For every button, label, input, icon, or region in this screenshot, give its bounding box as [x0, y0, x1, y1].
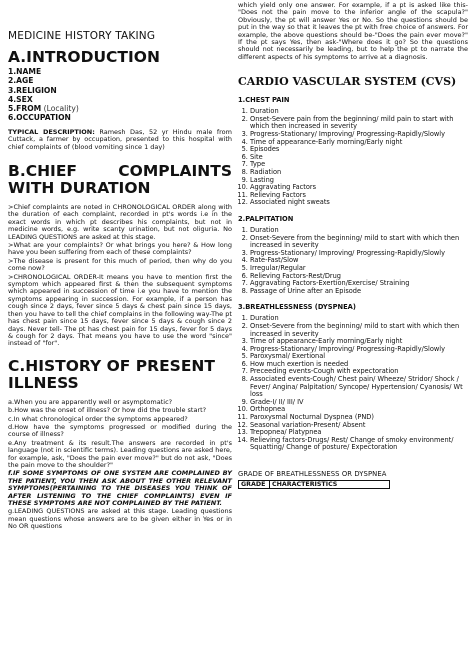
- hpi-paragraph: c.In what chronological order the symptoms appeared?: [8, 414, 188, 423]
- chest-pain-list: [238, 108, 468, 207]
- hpi-paragraph: e.Any treatment & its result.The answers are recorded in pt's language (not in scientific terms). Leading questions are asked here, for example, ask, "Does the pain ever move?" but do not ask, "Does the pain move to the shoulder?": [8, 438, 232, 469]
- list-item: 6. How much exertion is needed: [250, 361, 468, 369]
- intro-item: 5.FROM (Locality): [8, 104, 79, 114]
- list-item: 3. Time of appearance-Early morning/Early night: [250, 338, 468, 346]
- list-item: 8. Passage of Urine after an Episode: [250, 288, 468, 296]
- list-item: 7. Type: [250, 161, 468, 169]
- hpi-paragraph: a.When you are apparently well or asymptomatic?: [8, 397, 173, 406]
- cvs-heading: CARDIO VASCULAR SYSTEM (CVS): [238, 75, 457, 89]
- chief-complaints-paragraph: >Chief complaints are noted in CHRONOLOGICAL ORDER along with the duration of each complaint, recorded in pt's words i.e in the exact words in which pt describes his complaints, but not in medicine words, e.g. write scanty urination, but not oliguria. No LEADING QUESTIONS are asked at this stage.: [8, 203, 232, 241]
- list-item: 11. Paroxysmal Nocturnal Dyspnea (PND): [250, 414, 468, 422]
- list-item: 10. Orthopnea: [250, 406, 468, 414]
- dyspnea-grade-table-header: [238, 480, 390, 489]
- dyspnea-grade-table-title: GRADE OF BREATHLESSNESS OR DYSPNEA: [238, 470, 387, 478]
- intro-item: 2.AGE: [8, 76, 34, 86]
- table-header-cell: CHARACTERISTICS: [272, 481, 338, 488]
- intro-item: 6.OCCUPATION: [8, 113, 71, 123]
- chief-complaints-paragraph: >The disease is present for this much of period, then why do you come now?: [8, 256, 232, 273]
- list-item: 3. Progress-Stationary/ Improving/ Progressing-Rapidly/Slowly: [250, 250, 468, 258]
- list-item: 4. Rate-Fast/Slow: [250, 257, 468, 265]
- list-item: 14. Relieving factors-Drugs/ Rest/ Change of smoky environment/ Squatting/ Change of posture/ Expectoration: [250, 437, 468, 452]
- list-item: 8. Radiation: [250, 169, 468, 177]
- hpi-paragraph: b.How was the onset of illness? Or how did the trouble start?: [8, 406, 207, 415]
- list-item: 11. Relieving Factors: [250, 192, 468, 200]
- page-title: MEDICINE HISTORY TAKING: [8, 30, 156, 42]
- list-item: 1. Duration: [250, 108, 468, 116]
- list-item: 4. Progress-Stationary/ Improving/ Progressing-Rapidly/Slowly: [250, 346, 468, 354]
- hpi-paragraph: f.IF SOME SYMPTOMS OF ONE SYSTEM ARE COMPLAINED BY THE PATIENT, YOU THEN ASK ABOUT THE OTHER RELEVANT SYMPTOMS(PERTAINING TO THE DISEASES YOU THINK OF AFTER LISTENING TO THE CHIEF COMPLAINTS) EVEN IF THESE SYMPTOMS ARE NOT COMPLAINED BY THE PATIENT.: [8, 469, 232, 507]
- typical-description: TYPICAL DESCRIPTION: Ramesh Das, 52 yr Hindu male from Cuttack, a farmer by occupation, presented to this hospital with chief complaints of (blood vomiting since 1 day): [8, 127, 232, 151]
- list-item: 1. Duration: [250, 315, 468, 323]
- breathlessness-heading: 3.BREATHLESSNESS (DYSPNEA): [238, 303, 356, 312]
- introduction-list: [8, 67, 232, 123]
- chief-complaints-paragraph: >CHRONOLOGICAL ORDER-It means you have to mention first the symptom which appeared first & then the subsequent symptoms which appeared in succession of time i.e you have to mention the symptoms appearing in succession. For example, if a person has cough since 2 days, fever since 5 days & chest pain since 15 days, then you have to tell the chief complains in the following way-The pt has chest pain since 15 days, fever since 5 days & cough since 2 days. Never tell- The pt has chest pain for 15 days, fever for 5 days & cough for 2 days. That means you have to use the word "since" instead of "for".: [8, 272, 232, 348]
- introduction-heading: A.INTRODUCTION: [8, 48, 160, 66]
- hpi-paragraph: g.LEADING QUESTIONS are asked at this stage. Leading questions mean questions whose answers are to be given either in Yes or in No OR questions: [8, 507, 232, 531]
- chest-pain-heading: 1.CHEST PAIN: [238, 96, 290, 105]
- list-item: 12. Associated night sweats: [250, 199, 468, 207]
- list-item: 4. Time of appearance-Early morning/Early night: [250, 139, 468, 147]
- list-item: 3. Progress-Stationary/ Improving/ Progressing-Rapidly/Slowly: [250, 131, 468, 139]
- list-item: 5. Episodes: [250, 146, 468, 154]
- table-header-cell: GRADE: [239, 481, 270, 488]
- list-item: 2. Onset-Severe from the beginning/ mild to start with which then increased in severity: [250, 235, 468, 250]
- intro-item: 4.SEX: [8, 94, 33, 104]
- intro-item: 3.RELIGION: [8, 85, 57, 95]
- right-column: [238, 0, 468, 489]
- leading-questions-paragraph: which yield only one answer. For example, if a pt is asked like this-"Does not the pain move to the inferior angle of the scapula?" Obviously, the pt will answer Yes or No. So the questions should be put in the way so that it leaves the pt with free choice of answers. For example, the above questions should be-"Does the pain ever move?" If the pt says Yes, then ask-"Where does it go? So the questions should not necessarily be leading, but to help the pt to narrate the different aspects of his symptoms to arrive at a diagnosis.: [238, 1, 468, 61]
- hpi-paragraph: d.How have the symptoms progressed or modified during the course of illness?: [8, 422, 232, 439]
- intro-item: 1.NAME: [8, 67, 42, 76]
- breathlessness-list: [238, 315, 468, 452]
- list-item: 9. Grade-I/ II/ III/ IV: [250, 399, 468, 407]
- list-item: 6. Site: [250, 154, 468, 162]
- palpitation-heading: 2.PALPITATION: [238, 214, 294, 223]
- list-item: 6. Relieving Factors-Rest/Drug: [250, 273, 468, 281]
- list-item: 5. Paroxysmal/ Exertional: [250, 353, 468, 361]
- chief-complaints-heading: B.CHIEF COMPLAINTS WITH DURATION: [8, 162, 232, 197]
- left-column: [8, 0, 232, 532]
- list-item: 9. Lasting: [250, 177, 468, 185]
- chief-complaints-paragraph: >What are your complaints? Or what brings you here? & How long have you been suffering from each of these complaints?: [8, 241, 232, 257]
- palpitation-list: [238, 227, 468, 295]
- list-item: 10. Aggravating Factors: [250, 184, 468, 192]
- list-item: 7. Preceeding events-Cough with expectoration: [250, 368, 468, 376]
- list-item: 1. Duration: [250, 227, 468, 235]
- list-item: 12. Seasonal variation-Present/ Absent: [250, 422, 468, 430]
- list-item: 13. Trepopnea/ Platypnea: [250, 429, 468, 437]
- list-item: 7. Aggravating Factors-Exertion/Exercise/ Straining: [250, 280, 468, 288]
- list-item: 5. Irregular/Regular: [250, 265, 468, 273]
- list-item: 2. Onset-Severe from the beginning/ mild to start with which then increased in severity: [250, 323, 468, 338]
- list-item: 2. Onset-Severe pain from the beginning/ mild pain to start with which then increased in severity: [250, 116, 468, 131]
- list-item: 8. Associated events-Cough/ Chest pain/ Wheeze/ Stridor/ Shock / Fever/ Angina/ Palpitation/ Syncope/ Hypertension/ Cyanosis/ Wt loss: [250, 376, 468, 399]
- history-present-illness-heading: C.HISTORY OF PRESENT ILLNESS: [8, 356, 215, 392]
